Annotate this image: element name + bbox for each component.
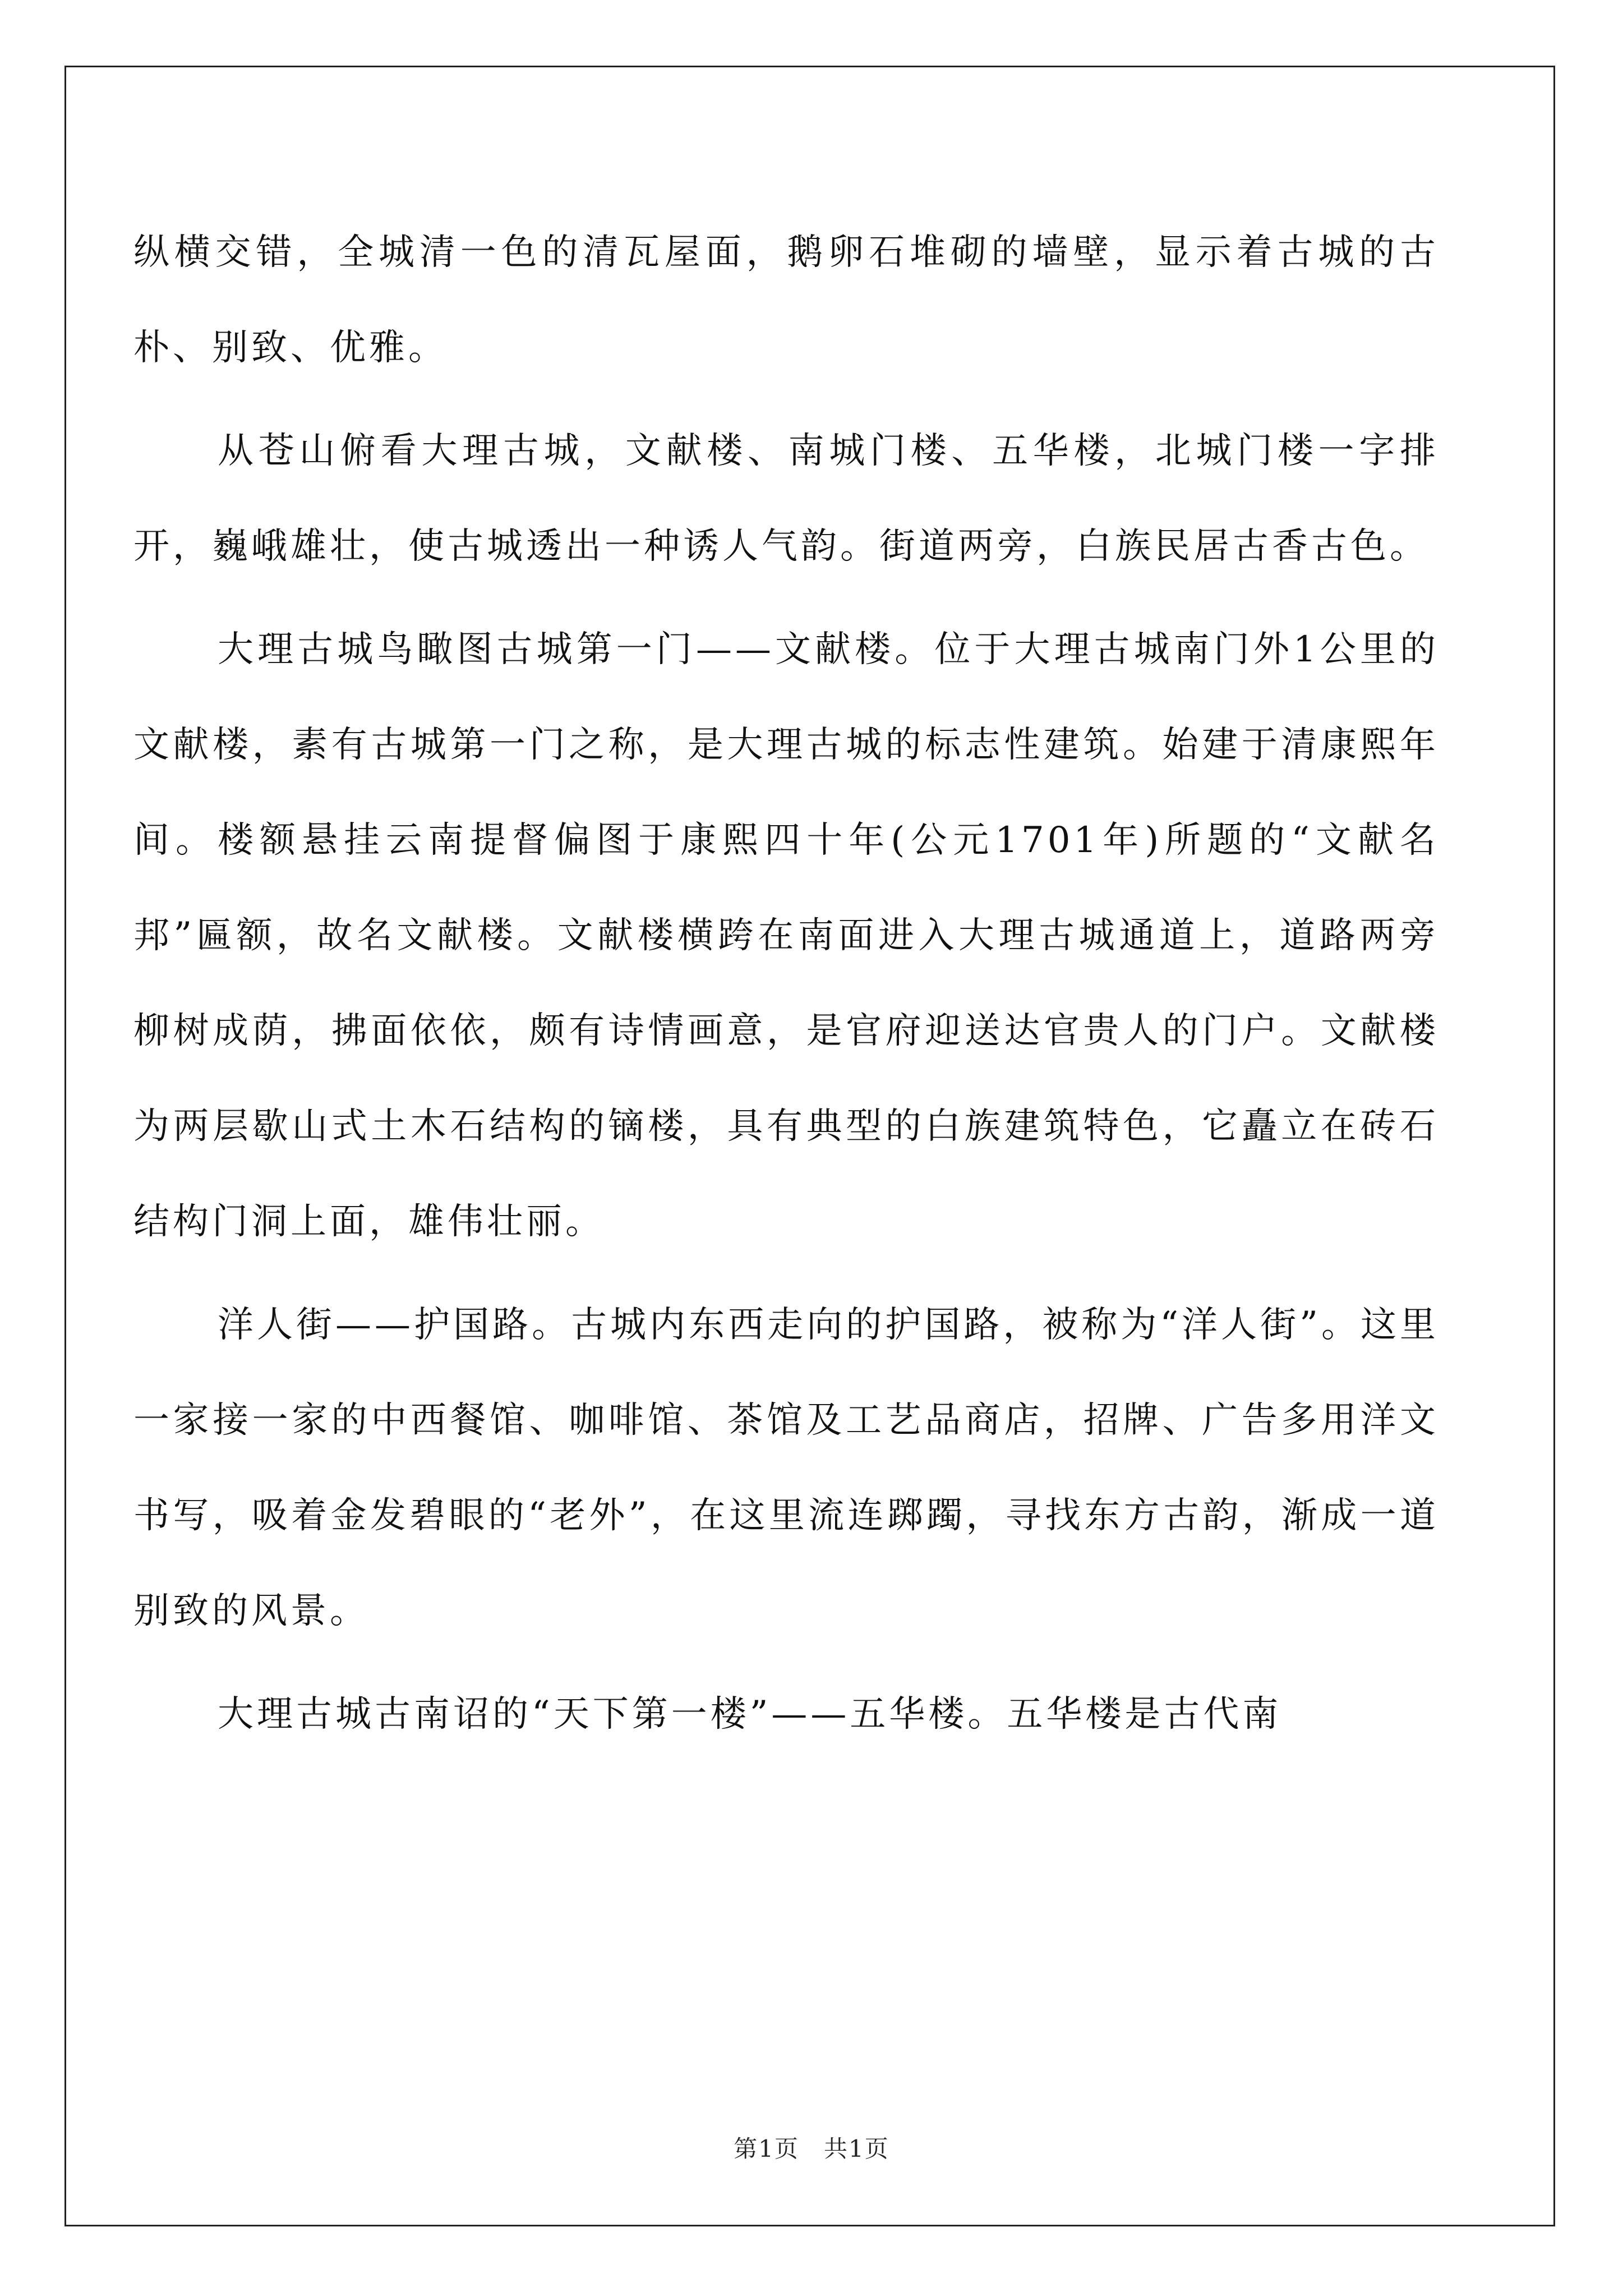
paragraph: 从苍山俯看大理古城，文献楼、南城门楼、五华楼，北城门楼一字排开，巍峨雄壮，使古城透出一种诱人气韵。街道两旁，白族民居古香古色。 [133,430,1439,567]
paragraph: 洋人街——护国路。古城内东西走向的护国路，被称为“洋人街”。这里一家接一家的中西餐馆、咖啡馆、茶馆及工艺品商店，招牌、广告多用洋文书写，吸着金发碧眼的“老外”，在这里流连踯躅，寻找东方古韵，渐成一道别致的风景。 [133,1304,1439,1632]
page-number-footer: 第1页 共1页 [734,2135,889,2162]
paragraph: 大理古城鸟瞰图古城第一门——文献楼。位于大理古城南门外1公里的文献楼，素有古城第一门之称，是大理古城的标志性建筑。始建于清康熙年间。楼额悬挂云南提督偏图于康熙四十年(公元1701年)所题的“文献名邦”匾额，故名文献楼。文献楼横跨在南面进入大理古城通道上，道路两旁柳树成荫，拂面依依，颇有诗情画意，是官府迎送达官贵人的门户。文献楼为两层歇山式土木石结构的镝楼，具有典型的白族建筑特色，它矗立在砖石结构门洞上面，雄伟壮丽。 [133,629,1439,1243]
document-body [133,205,1439,1770]
paragraph: 大理古城古南诏的“天下第一楼”——五华楼。五华楼是古代南 [218,1694,1282,1735]
paragraph: 纵横交错，全城清一色的清瓦屋面，鹅卵石堆砌的墙壁，显示着古城的古朴、别致、优雅。 [133,232,1439,369]
